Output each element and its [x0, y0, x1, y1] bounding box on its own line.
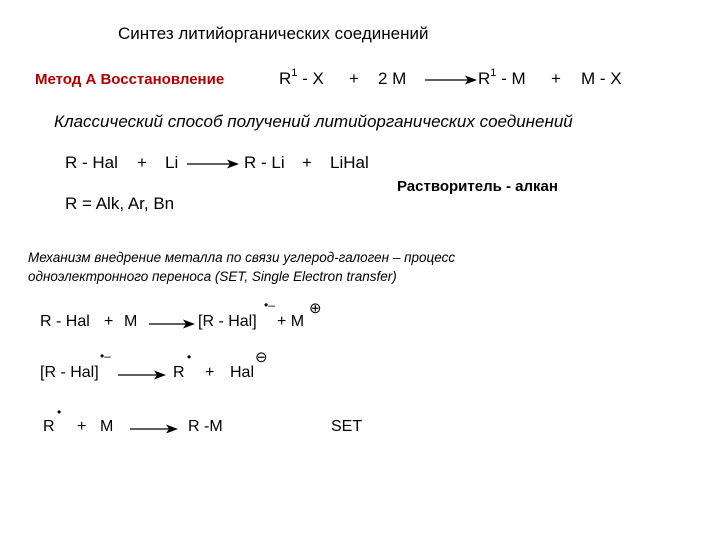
step1-metal-cation: + M: [277, 313, 305, 330]
classic-method-title: Классический способ получений литийорганических соединений: [54, 112, 573, 131]
step3-arrow: [130, 422, 178, 436]
classic-arrow: [187, 157, 239, 171]
classic-reactant: R - Hal: [65, 153, 118, 172]
mechanism-line-1: Механизм внедрение металла по связи углерод-галоген – процесс: [28, 250, 456, 265]
step3-radical: R: [43, 418, 55, 435]
classic-plus-1: +: [137, 153, 147, 172]
classic-li: Li: [165, 153, 179, 172]
step3-product: R -M: [188, 418, 223, 435]
classic-product: R - Li: [244, 153, 285, 172]
step1-radical-anion-charge: •–: [264, 298, 275, 312]
mechanism-line-2: одноэлектронного переноса (SET, Single Electron transfer): [28, 269, 397, 284]
method-a-label: Метод А Восстановление: [35, 71, 225, 88]
classic-plus-2: +: [302, 153, 312, 172]
step2-halide: Hal: [230, 364, 255, 381]
step2-radical-dot: •: [187, 350, 192, 364]
page-title: Синтез литийорганических соединений: [118, 24, 429, 43]
method-a-product: $R^1$ - M: [478, 67, 526, 88]
method-a-byproduct: M - X: [581, 69, 622, 88]
step1-metal: M: [124, 313, 138, 330]
step3-metal: M: [100, 418, 114, 435]
step2-plus: +: [205, 364, 215, 381]
mechanism-description: [28, 248, 455, 286]
positive-charge-icon: ⊕: [309, 300, 322, 317]
solvent-note: Растворитель - алкан: [397, 178, 558, 195]
method-a-plus-1: +: [349, 69, 359, 88]
method-a-arrow: [425, 73, 477, 87]
step2-arrow: [118, 368, 166, 382]
step2-radical-anion-charge: •–: [100, 349, 111, 363]
step2-reactant: [R - Hal]: [40, 364, 99, 381]
step1-radical-anion: [R - Hal]: [198, 313, 257, 330]
classic-byproduct: LiHal: [330, 153, 369, 172]
method-a-plus-2: +: [551, 69, 561, 88]
set-label: SET: [331, 418, 363, 435]
step2-radical: R: [173, 364, 185, 381]
method-a-metal: 2 M: [378, 69, 407, 88]
r-definition: R = Alk, Ar, Bn: [65, 194, 175, 213]
step1-plus: +: [104, 313, 114, 330]
negative-charge-icon: ⊖: [255, 349, 268, 366]
step3-plus: +: [77, 418, 87, 435]
step3-radical-dot: •: [57, 405, 62, 419]
step1-arrow: [149, 317, 195, 331]
method-a-reactant: $R^1$ - X: [279, 67, 324, 88]
step1-reactant: R - Hal: [40, 313, 90, 330]
